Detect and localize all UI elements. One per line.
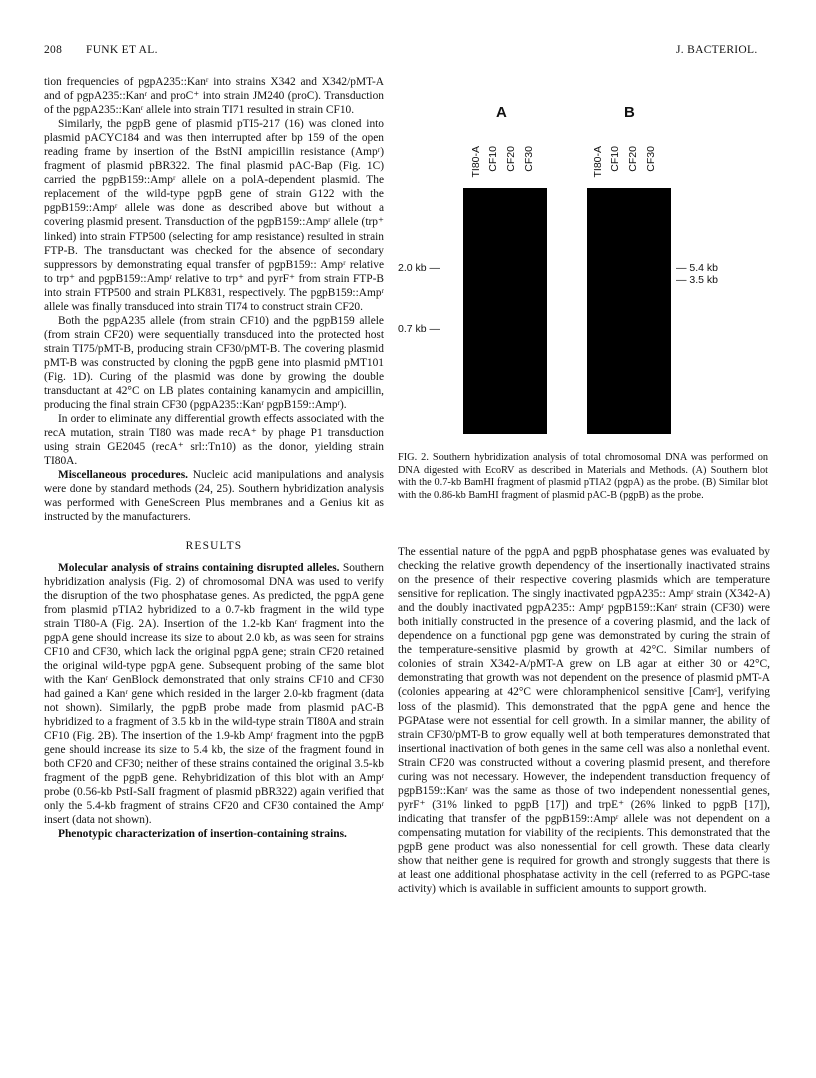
running-authors: FUNK ET AL. (86, 44, 158, 56)
blot-image-a (463, 188, 547, 434)
caption-text: FIG. 2. Southern hybridization analysis of total chromosomal DNA was performed on DNA digested with EcoRV as described in Materials and Methods. (A) Southern blot with the 0.7-kb BamHI fragment of plasmid pTIA2 (pgpA) as the probe. (B) Similar blot with the 0.86-kb BamHI fragment of plasmid pAC-B (pgpB) as the probe. (398, 452, 768, 501)
runin-heading-molecular: Molecular analysis of strains containing disrupted alleles. (58, 561, 340, 574)
paragraph-misc-procedures (44, 468, 384, 524)
marker-a-2kb: 2.0 kb — (398, 262, 441, 274)
marker-a-0-7kb: 0.7 kb — (398, 323, 441, 335)
paragraph-reca: In order to eliminate any differential growth effects associated with the recA mutation, strain TI80 was made recA⁺ by phage P1 transduction using strain GE2045 (recA⁺ srl::Tn10) as the donor, yielding strain TI80A. (44, 413, 384, 468)
page-number: 208 (44, 44, 63, 56)
journal-name: J. BACTERIOL. (676, 44, 758, 56)
figure-caption (398, 452, 768, 502)
molecular-body: Southern hybridization analysis (Fig. 2) of chromosomal DNA was used to verify the disruption of the two phosphatase genes. As predicted, the pgpA gene from plasmid pTIA2 hybridized to a 0.7-kb fragment in the wild type strain TI80-A (Fig. 2A). Insertion of the 1.2-kb Kanʳ fragment into the pgpA gene should increase its size to about 2.0 kb, as was seen for strains CF10 and CF30, which lack the original pgpA gene; strain CF20 retained the original wild-type pgpA gene. Subsequent probing of the same blot with the Kanʳ GenBlock demonstrated that only strains CF10 and CF30 had gained a Kanʳ gene which resided in the larger 2.0-kb fragment (data not shown). Similarly, the pgpB probe made from plasmid pAC-B hybridized to a fragment of 3.5 kb in the wild-type strain TI80A and strain CF10 (Fig. 2B). The insertion of the 1.9-kb Ampʳ fragment into the pgpB gene should increase its size to 5.4 kb, the size of the fragment found in both CF20 and CF30; neither of these strains contained the original 3.5-kb fragment of the pgpB gene. Rehybridization of this blot with an Ampʳ probe (0.56-kb PstI-SalI fragment of plasmid pBR322) again verified that only the 5.4-kb fragment of strains CF20 and CF30 contained the Ampʳ insert (data not shown). (44, 561, 385, 827)
right-column (398, 545, 770, 896)
marker-b-5-4kb: — 5.4 kb (676, 262, 719, 274)
section-title-results: RESULTS (185, 539, 243, 552)
lane-label-b-1: TI80-A (592, 146, 604, 178)
paragraph-phenotypic (44, 827, 384, 841)
figure-southern-blot (398, 98, 758, 443)
marker-b-3-5kb: — 3.5 kb (676, 274, 719, 286)
paragraph-pgpb-cloning: Similarly, the pgpB gene of plasmid pTI5-217 (16) was cloned into plasmid pACYC184 and was then interrupted after bp 159 of the open reading frame by insertion of the BstNI ampicillin resistance (Ampʳ) fragment of plasmid pBR322. The final plasmid pAC-Bap (Fig. 1C) carried the pgpB159::Ampʳ allele on a polA-dependent plasmid. The replacement of the wild-type pgpB gene of strain G122 with the pgpB159::Ampʳ allele was done as described above but without a covering plasmid present. Transduction of the pgpB159::Ampʳ allele (trp⁺ linked) into strain FTP500 (selecting for amp resistance) resulted in strain FTP-B. The transductant was checked for the absence of secondary suppressors by demonstrating equal transfer of pgpB159:: Ampʳ relative to trp⁺ and pgpB159::Ampʳ relative to trp⁺ and pyrF⁺ from strain FTP-B into strain FTP500 and strain PLK831, respectively. The pgpB159::Ampʳ allele was finally transduced into strain TI74 to construct strain CF20. (44, 118, 384, 313)
lane-label-b-2: CF10 (609, 146, 621, 172)
paragraph-molecular-analysis (44, 561, 384, 828)
runin-heading-misc: Miscellaneous procedures. (58, 469, 188, 482)
lane-label-a-2: CF10 (487, 146, 499, 172)
paragraph-transduction: tion frequencies of pgpA235::Kanʳ into strains X342 and X342/pMT-A and of pgpA235::Kanʳ and proC⁺ into strain JM240 (proC). Transduction of the pgpA235::Kanʳ allele into strain TI71 resulted in strain CF10. (44, 76, 384, 117)
panel-b-letter: B (624, 104, 635, 121)
lane-label-a-4: CF30 (523, 146, 535, 172)
paragraph-double-transductant: Both the pgpA235 allele (from strain CF10) and the pgpB159 allele (from strain CF20) were sequentially transduced into the protected host strain TI75/pMT-B, producing strain CF30/pMT-B. The covering plasmid pMT-B was constructed by cloning the pgpB gene into plasmid pMT101 (Fig. 1D). Curing of the plasmid was done by growing the double transductant at 42°C on LB plates containing kanamycin and ampicillin, producing the final strain CF30 (pgpA235::Kanʳ pgpB159::Ampʳ). (44, 314, 384, 412)
panel-a-letter: A (496, 104, 507, 121)
runin-heading-phenotypic: Phenotypic characterization of insertion-containing strains. (58, 828, 347, 841)
lane-label-a-3: CF20 (505, 146, 517, 172)
lane-label-a-1: TI80-A (470, 146, 482, 178)
blot-image-b (587, 188, 671, 434)
lane-label-b-3: CF20 (627, 146, 639, 172)
misc-body: Nucleic acid manipulations and analysis were done by standard methods (24, 25). Southern hybridization analysis was performed with GeneScreen Plus membranes and a Genius kit as instructed by the manufacturers. (44, 469, 384, 524)
lane-label-b-4: CF30 (645, 146, 657, 172)
paragraph-essential-nature: The essential nature of the pgpA and pgpB phosphatase genes was evaluated by checking the relative growth dependency of the insertionally inactivated strains on the presence of their respective covering plasmids which are temperature sensitive for replication. The singly inactivated pgpA235:: Ampʳ strain (X342-A) and the doubly inactivated pgpA235:: Ampʳ pgpB159::Kanʳ strain (CF30) were both initially constructed in the presence of a covering plasmid, and the lack of dependence on a functional pgp gene was demonstrated by curing the strain of the temperature-sensitive plasmid by growth at 42°C. Similar numbers of colonies of strain X342-A/pMT-A grew on LB agar at either 30 or 42°C, demonstrating that growth was not dependent on the presence of plasmid pMT-A (colonies appearing at 42°C were chloramphenicol sensitive [Camˢ], verifying loss of the plasmid). This demonstrated that the pgpA gene and hence the PGPAtase were not essential for cell growth. In a similar manner, the ability of strain CF30/pMT-B to grow equally well at both temperatures demonstrated that insertional inactivation of both genes in the same cell was also a nonlethal event. Strain CF20 was constructed without a covering plasmid present, and therefore curing was not necessary. However, the independent transduction frequency of pgpB159::Kanʳ was the same as those of two independent nonessential genes, pyrF⁺ (31% linked to pgpB [17]) and trpE⁺ (26% linked to pgpB [17]), indicating that transfer of the pgpB159::Ampʳ allele was not dependent on a compensating mutation for viability of the recipients. This demonstrated that the pgpB gene product was also nonessential for cell growth. These data clearly show that neither gene is required for growth and strongly suggests that there is at least one additional phosphatase activity in the cell (referred to as PGPC-tase activity) which is available in sufficient amounts to support growth. (398, 546, 770, 896)
left-column (44, 75, 384, 841)
